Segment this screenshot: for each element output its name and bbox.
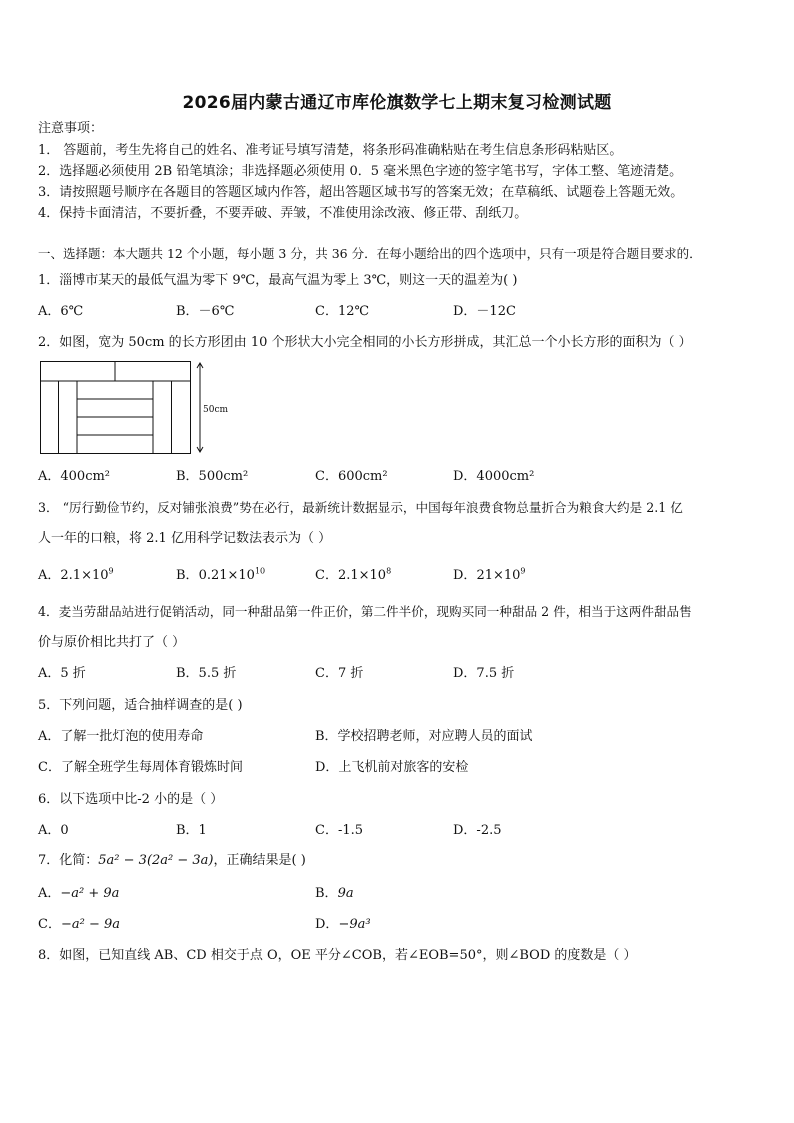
q7-option-b[interactable] <box>315 886 354 902</box>
q7-option-d-value: −9a³ <box>338 917 371 932</box>
q3-option-d-exp: 9 <box>520 566 526 576</box>
q4-option-c[interactable]: C．7 折 <box>315 666 364 681</box>
q4-stem-line-2: 价与原价相比共打了（ ） <box>38 635 186 650</box>
q7-option-b-value: 9a <box>337 886 354 901</box>
q1-option-d[interactable]: D．－12C <box>453 304 516 319</box>
q3-option-d[interactable] <box>453 568 526 584</box>
q2-figure-label: 50cm <box>203 405 229 415</box>
q7-expression: 5a² − 3(2a² − 3a) <box>98 853 214 868</box>
q7-option-a-value: −a² + 9a <box>60 886 120 901</box>
q6-option-d[interactable]: D．-2.5 <box>453 823 502 838</box>
q3-option-a-exp: 9 <box>108 566 114 576</box>
q5-option-d[interactable]: D．上飞机前对旅客的安检 <box>315 760 469 775</box>
q4-option-a[interactable]: A．5 折 <box>38 666 86 681</box>
q7-option-a-label: A． <box>38 886 61 901</box>
q2-rectangle-figure <box>40 361 240 457</box>
q7-stem <box>38 853 306 869</box>
q3-option-a-label: A． <box>38 568 61 583</box>
q1-stem: 1．淄博市某天的最低气温为零下 9℃，最高气温为零上 3℃，则这一天的温差为( ) <box>38 273 518 288</box>
notice-heading: 注意事项： <box>38 121 104 136</box>
q4-stem-line-1: 4．麦当劳甜品站进行促销活动，同一种甜品第一件正价，第二件半价，现购买同一种甜品 2 件，相当于这两件甜品售 <box>38 604 692 619</box>
q3-option-b-exp: 10 <box>254 566 266 576</box>
q5-option-a[interactable]: A．了解一批灯泡的使用寿命 <box>38 729 204 744</box>
q3-option-c-exp: 8 <box>386 566 392 576</box>
q6-option-c[interactable]: C．-1.5 <box>315 823 364 838</box>
q7-stem-prefix: 7．化简： <box>38 853 99 868</box>
q1-option-a[interactable]: A．6℃ <box>38 304 84 319</box>
q6-option-b[interactable]: B．1 <box>176 823 207 838</box>
q3-option-d-label: D． <box>453 568 477 583</box>
q7-stem-suffix: ，正确结果是( ) <box>213 853 306 868</box>
q6-option-a[interactable]: A．0 <box>38 823 69 838</box>
q3-option-b[interactable] <box>176 568 265 584</box>
q7-option-c-value: −a² − 9a <box>60 917 120 932</box>
notice-item-4: 4．保持卡面清洁，不要折叠，不要弄破、弄皱，不准使用涂改液、修正带、刮纸刀。 <box>38 206 528 221</box>
q1-option-b[interactable]: B．－6℃ <box>176 304 235 319</box>
q6-stem: 6．以下选项中比-2 小的是（ ） <box>38 792 224 807</box>
q7-option-d-label: D． <box>315 917 339 932</box>
notice-item-3: 3．请按照题号顺序在各题目的答题区域内作答，超出答题区域书写的答案无效；在草稿纸、试题卷上答题无效。 <box>38 185 684 200</box>
q2-stem: 2．如图，宽为 50cm 的长方形团由 10 个形状大小完全相同的小长方形拼成，其汇总一个小长方形的面积为（ ） <box>38 335 692 350</box>
q7-option-a[interactable] <box>38 886 119 902</box>
q3-option-b-label: B． <box>176 568 199 583</box>
q3-option-a-base: 2.1×10 <box>60 568 109 583</box>
notice-item-2: 2．选择题必须使用 2B 铅笔填涂；非选择题必须使用 0．5 毫米黑色字迹的签字笔书写，字体工整、笔迹清楚。 <box>38 164 683 179</box>
q7-option-c[interactable] <box>38 917 120 933</box>
q2-option-a[interactable]: A．400cm² <box>38 469 111 484</box>
q7-option-d[interactable] <box>315 917 371 933</box>
q3-option-a[interactable] <box>38 568 114 584</box>
q3-option-b-base: 0.21×10 <box>198 568 255 583</box>
q3-option-c-label: C． <box>315 568 338 583</box>
q2-option-c[interactable]: C．600cm² <box>315 469 388 484</box>
q8-stem: 8．如图，已知直线 AB、CD 相交于点 O，OE 平分∠COB，若∠EOB=50°，则∠BOD 的度数是（ ） <box>38 948 637 963</box>
q2-option-b[interactable]: B．500cm² <box>176 469 249 484</box>
q5-option-c[interactable]: C．了解全班学生每周体育锻炼时间 <box>38 760 243 775</box>
q3-stem-line-2: 人一年的口粮，将 2.1 亿用科学记数法表示为（ ） <box>38 531 332 546</box>
q3-option-c-base: 2.1×10 <box>337 568 387 583</box>
q3-option-d-base: 21×10 <box>476 568 521 583</box>
q3-option-c[interactable] <box>315 568 391 584</box>
q7-option-b-label: B． <box>315 886 338 901</box>
q1-option-c[interactable]: C．12℃ <box>315 304 370 319</box>
q4-option-d[interactable]: D．7.5 折 <box>453 666 515 681</box>
q2-option-d[interactable]: D．4000cm² <box>453 469 535 484</box>
q5-option-b[interactable]: B．学校招聘老师，对应聘人员的面试 <box>315 729 533 744</box>
q3-stem-line-1: 3． “厉行勤俭节约，反对铺张浪费”势在必行，最新统计数据显示，中国每年浪费食物总量折合为粮食大约是 2.1 亿 <box>38 500 683 515</box>
q5-stem: 5．下列问题，适合抽样调查的是( ) <box>38 698 243 713</box>
page-title: 2026届内蒙古通辽市库伦旗数学七上期末复习检测试题 <box>182 93 612 113</box>
notice-item-1: 1． 答题前，考生先将自己的姓名、准考证号填写清楚，将条形码准确粘贴在考生信息条形码粘贴区。 <box>38 143 623 158</box>
q7-option-c-label: C． <box>38 917 61 932</box>
q4-option-b[interactable]: B．5.5 折 <box>176 666 237 681</box>
section-heading: 一、选择题：本大题共 12 个小题，每小题 3 分，共 36 分．在每小题给出的四个选项中，只有一项是符合题目要求的． <box>38 246 702 261</box>
